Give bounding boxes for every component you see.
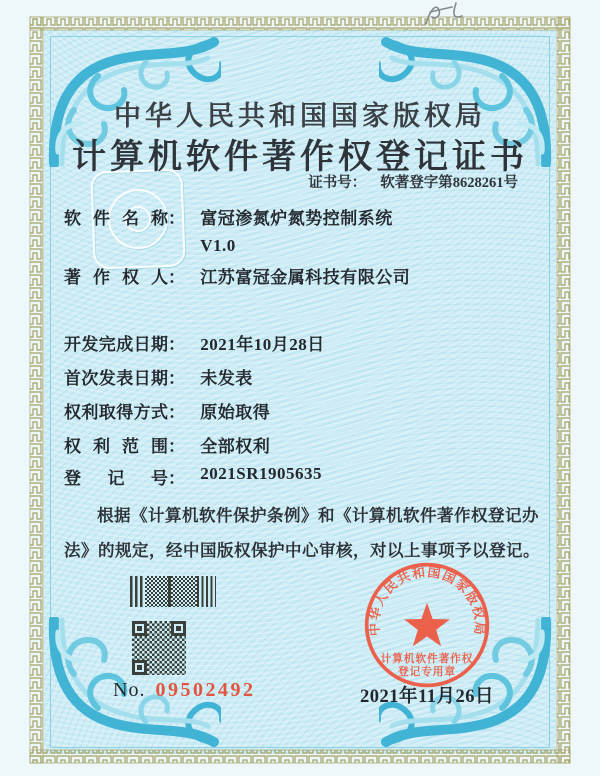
field-first-publication-date: 首次发表日期： 未发表 [64, 369, 253, 388]
barcode [130, 576, 216, 607]
issue-date: 2021年11月26日 [360, 687, 494, 707]
field-registration-number: 登记号： 2021SR1905635 [64, 464, 322, 488]
serial-number [113, 679, 255, 702]
seal-line1: 计算机软件著作权 [380, 653, 474, 666]
certificate-number [308, 171, 518, 192]
serial-prefix: No. [113, 679, 146, 701]
seal-star-icon [404, 603, 450, 647]
field-copyright-owner: 著作权人： 江苏富冠金属科技有限公司 [64, 268, 411, 287]
field-rights-acquisition: 权利取得方式： 原始取得 [64, 403, 271, 422]
serial-value: 09502492 [155, 679, 256, 701]
certificate-number-value: 软著登字第8628261号 [380, 175, 518, 191]
field-completion-date: 开发完成日期： 2021年10月28日 [64, 335, 325, 354]
seal-ring-text: 中华人民共和国国家版权局 [366, 564, 488, 637]
certificate-number-label: 证书号： [308, 175, 367, 191]
field-software-name: 软件名称： 富冠渗氮炉氮势控制系统 V1.0 [64, 209, 393, 255]
official-seal [362, 560, 492, 690]
seal-line2: 登记专用章 [398, 666, 456, 679]
pen-scribble [418, 0, 478, 28]
qr-code [132, 621, 186, 675]
authority-title: 中华人民共和国国家版权局 [114, 101, 486, 131]
certificate-title: 计算机软件著作权登记证书 [72, 139, 528, 176]
registration-statement: 根据《计算机软件保护条例》和《计算机软件著作权登记办法》的规定，经中国版权保护中心审核，对以上事项予以登记。 [64, 506, 540, 560]
field-rights-scope: 权利范围： 全部权利 [64, 437, 271, 456]
